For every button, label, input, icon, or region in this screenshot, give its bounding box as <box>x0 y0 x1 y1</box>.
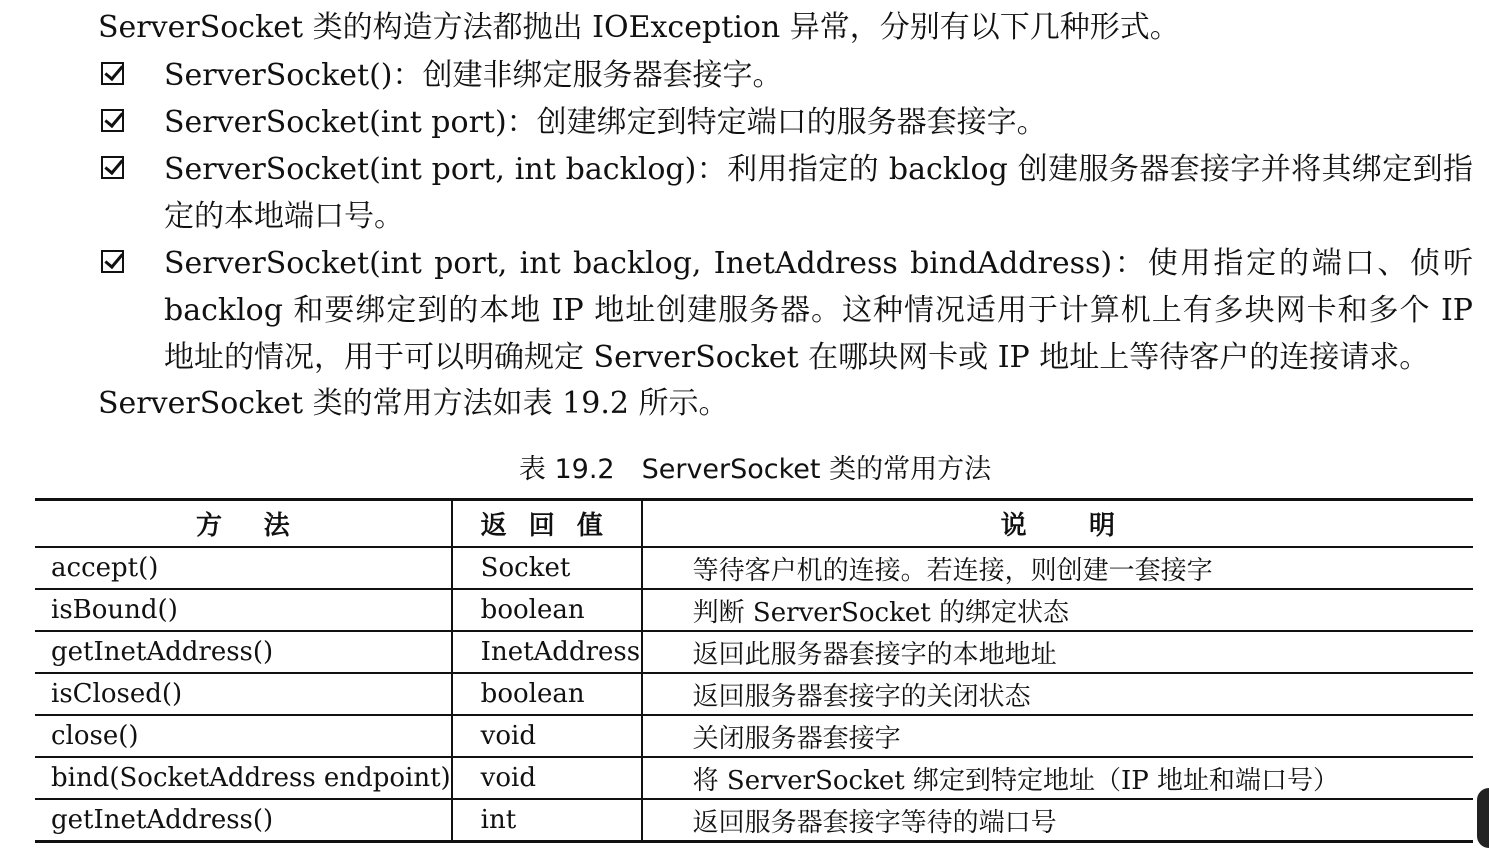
constructor-item <box>98 99 1473 146</box>
header-description: 说明 <box>642 500 1473 548</box>
page-edge-shadow <box>1477 788 1489 848</box>
return-cell: Socket <box>452 547 642 589</box>
table-caption: 表 19.2 ServerSocket 类的常用方法 <box>518 454 992 485</box>
return-cell: void <box>452 715 642 757</box>
table-row <box>35 715 1473 757</box>
return-cell: void <box>452 757 642 799</box>
method-cell: isClosed() <box>35 673 452 715</box>
description-cell: 将 ServerSocket 绑定到特定地址（IP 地址和端口号） <box>642 757 1473 799</box>
constructor-item <box>98 146 1473 240</box>
return-cell: boolean <box>452 673 642 715</box>
methods-table <box>35 498 1473 843</box>
checkbox-icon <box>101 250 124 273</box>
constructor-item <box>98 240 1473 381</box>
constructor-item <box>98 52 1473 99</box>
description-cell: 判断 ServerSocket 的绑定状态 <box>642 589 1473 631</box>
header-return-value: 返回值 <box>452 500 642 548</box>
table-row <box>35 673 1473 715</box>
header-method: 方法 <box>35 500 452 548</box>
checkbox-icon <box>101 109 124 132</box>
checkbox-icon <box>101 156 124 179</box>
return-cell: int <box>452 799 642 842</box>
description-cell: 返回服务器套接字的关闭状态 <box>642 673 1473 715</box>
method-cell: accept() <box>35 547 452 589</box>
constructor-list <box>98 52 1473 381</box>
constructor-text: ServerSocket(int port, int backlog)：利用指定的 backlog 创建服务器套接字并将其绑定到指定的本地端口号。 <box>164 152 1473 234</box>
table-header-row <box>35 500 1473 548</box>
table-reference-paragraph: ServerSocket 类的常用方法如表 19.2 所示。 <box>98 386 729 421</box>
method-cell: getInetAddress() <box>35 631 452 673</box>
method-cell: close() <box>35 715 452 757</box>
description-cell: 等待客户机的连接。若连接，则创建一套接字 <box>642 547 1473 589</box>
constructor-text: ServerSocket(int port)：创建绑定到特定端口的服务器套接字。 <box>164 105 1047 140</box>
constructor-text: ServerSocket(int port, int backlog, InetAddress bindAddress)：使用指定的端口、侦听 backlog 和要绑定到的本地 IP 地址创建服务器。这种情况适用于计算机上有多块网卡和多个 IP 地址的情况，用于可以明确规定 ServerSocket 在哪块网卡或 IP 地址上等待客户的连接请求。 <box>164 246 1473 375</box>
description-cell: 返回服务器套接字等待的端口号 <box>642 799 1473 842</box>
method-cell: getInetAddress() <box>35 799 452 842</box>
constructor-text: ServerSocket()：创建非绑定服务器套接字。 <box>164 58 783 93</box>
method-cell: isBound() <box>35 589 452 631</box>
intro-paragraph: ServerSocket 类的构造方法都抛出 IOException 异常，分别有以下几种形式。 <box>98 10 1180 45</box>
table-row <box>35 589 1473 631</box>
table-row <box>35 631 1473 673</box>
method-cell: bind(SocketAddress endpoint) <box>35 757 452 799</box>
table-row <box>35 757 1473 799</box>
table-row <box>35 547 1473 589</box>
checkbox-icon <box>101 62 124 85</box>
description-cell: 关闭服务器套接字 <box>642 715 1473 757</box>
table-row <box>35 799 1473 842</box>
return-cell: InetAddress <box>452 631 642 673</box>
return-cell: boolean <box>452 589 642 631</box>
description-cell: 返回此服务器套接字的本地地址 <box>642 631 1473 673</box>
